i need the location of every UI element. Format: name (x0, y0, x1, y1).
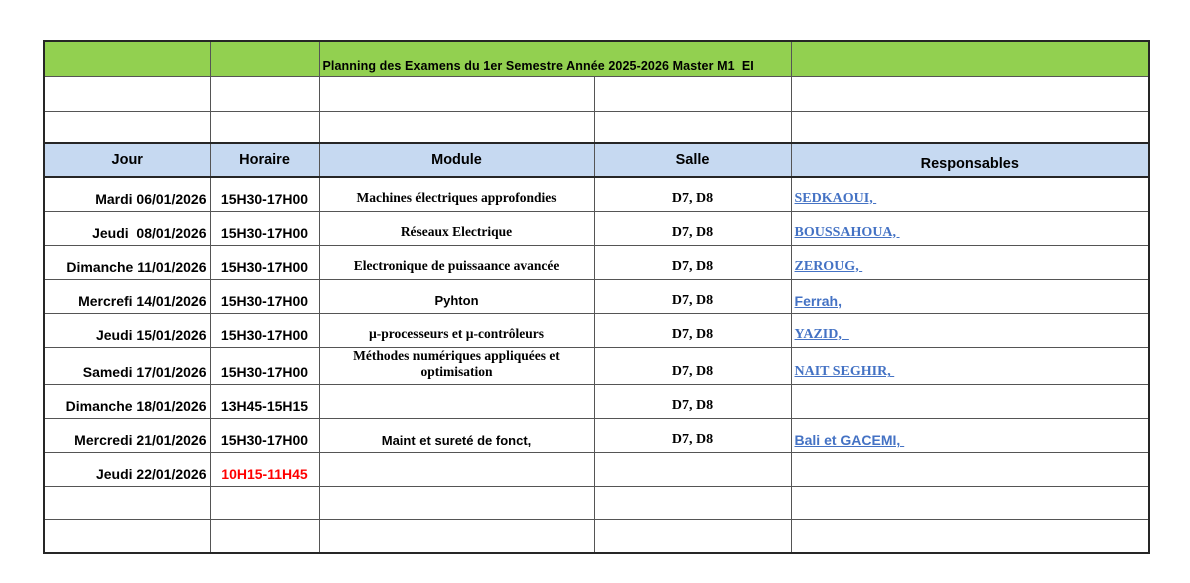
empty-cell (44, 487, 210, 520)
module-cell: Electronique de puissaance avancée (319, 245, 594, 279)
jour-cell: Jeudi 22/01/2026 (44, 453, 210, 487)
jour-cell: Samedi 17/01/2026 (44, 347, 210, 385)
responsable-cell (791, 419, 1149, 453)
horaire-cell: 15H30-17H00 (210, 347, 319, 385)
empty-cell (44, 520, 210, 553)
salle-cell: D7, D8 (594, 279, 791, 313)
title-row (44, 41, 1149, 76)
empty-cell (791, 76, 1149, 111)
horaire-cell: 15H30-17H00 (210, 245, 319, 279)
horaire-cell: 15H30-17H00 (210, 211, 319, 245)
exam-row (44, 177, 1149, 211)
empty-cell (210, 487, 319, 520)
module-cell: Machines électriques approfondies (319, 177, 594, 211)
column-header-jour: Jour (44, 143, 210, 177)
exam-row (44, 211, 1149, 245)
jour-cell: Mercredi 21/01/2026 (44, 419, 210, 453)
exam-row (44, 279, 1149, 313)
salle-cell: D7, D8 (594, 419, 791, 453)
empty-cell (319, 111, 594, 143)
salle-cell: D7, D8 (594, 313, 791, 347)
responsable-link[interactable]: SEDKAOUI, (794, 190, 877, 206)
module-cell (319, 385, 594, 419)
responsable-cell (791, 347, 1149, 385)
empty-cell (791, 487, 1149, 520)
title-row-empty-cell (210, 41, 319, 76)
horaire-cell: 15H30-17H00 (210, 279, 319, 313)
salle-cell (594, 453, 791, 487)
responsable-link[interactable]: NAIT SEGHIR, (794, 364, 895, 380)
salle-cell: D7, D8 (594, 385, 791, 419)
data-rows (44, 177, 1149, 487)
responsable-cell (791, 313, 1149, 347)
empty-cell (594, 76, 791, 111)
title-row-empty-cell (791, 41, 1149, 76)
responsable-cell (791, 279, 1149, 313)
empty-cell (319, 76, 594, 111)
responsable-cell (791, 245, 1149, 279)
column-header-responsables: Responsables (791, 143, 1149, 177)
horaire-cell: 15H30-17H00 (210, 177, 319, 211)
jour-cell: Jeudi 15/01/2026 (44, 313, 210, 347)
exam-row (44, 313, 1149, 347)
empty-cell (594, 520, 791, 553)
empty-cell (210, 111, 319, 143)
responsable-cell (791, 211, 1149, 245)
exam-row (44, 419, 1149, 453)
exam-row (44, 347, 1149, 385)
empty-cell (44, 76, 210, 111)
jour-cell: Mercrefi 14/01/2026 (44, 279, 210, 313)
module-cell: Réseaux Electrique (319, 211, 594, 245)
planning-table (43, 40, 1150, 554)
horaire-cell: 15H30-17H00 (210, 419, 319, 453)
horaire-cell: 13H45-15H15 (210, 385, 319, 419)
salle-cell: D7, D8 (594, 245, 791, 279)
empty-cell (594, 111, 791, 143)
responsable-cell (791, 385, 1149, 419)
responsable-link[interactable]: ZEROUG, (794, 258, 863, 274)
responsable-link[interactable]: YAZID, (794, 326, 849, 342)
salle-cell: D7, D8 (594, 177, 791, 211)
spacer-row (44, 520, 1149, 553)
empty-cell (319, 520, 594, 553)
module-cell: Maint et sureté de fonct, (319, 419, 594, 453)
module-cell (319, 453, 594, 487)
column-header-salle: Salle (594, 143, 791, 177)
empty-cell (44, 111, 210, 143)
responsable-link[interactable]: Bali et GACEMI, (794, 432, 905, 449)
empty-cell (210, 520, 319, 553)
spacer-row (44, 487, 1149, 520)
spacer-row (44, 76, 1149, 111)
empty-cell (594, 487, 791, 520)
salle-cell: D7, D8 (594, 211, 791, 245)
responsable-cell (791, 177, 1149, 211)
empty-cell (791, 111, 1149, 143)
jour-cell: Jeudi 08/01/2026 (44, 211, 210, 245)
salle-cell: D7, D8 (594, 347, 791, 385)
spacer-row (44, 111, 1149, 143)
responsable-link[interactable]: Ferrah, (794, 292, 842, 309)
empty-cell (791, 520, 1149, 553)
empty-cell (210, 76, 319, 111)
jour-cell: Mardi 06/01/2026 (44, 177, 210, 211)
sheet-title: Planning des Examens du 1er Semestre Année 2025-2026 Master M1 EI (319, 41, 791, 76)
exam-row (44, 385, 1149, 419)
horaire-cell: 15H30-17H00 (210, 313, 319, 347)
jour-cell: Dimanche 18/01/2026 (44, 385, 210, 419)
module-cell: Méthodes numériques appliquées et optimisation (319, 347, 594, 385)
title-row-empty-cell (44, 41, 210, 76)
empty-cell (319, 487, 594, 520)
responsable-cell (791, 453, 1149, 487)
exam-row (44, 245, 1149, 279)
module-cell: Pyhton (319, 279, 594, 313)
column-header-module: Module (319, 143, 594, 177)
exam-row (44, 453, 1149, 487)
horaire-cell: 10H15-11H45 (210, 453, 319, 487)
jour-cell: Dimanche 11/01/2026 (44, 245, 210, 279)
module-cell: µ-processeurs et µ-contrôleurs (319, 313, 594, 347)
responsable-link[interactable]: BOUSSAHOUA, (794, 224, 900, 240)
column-header-horaire: Horaire (210, 143, 319, 177)
table-header-row (44, 143, 1149, 177)
